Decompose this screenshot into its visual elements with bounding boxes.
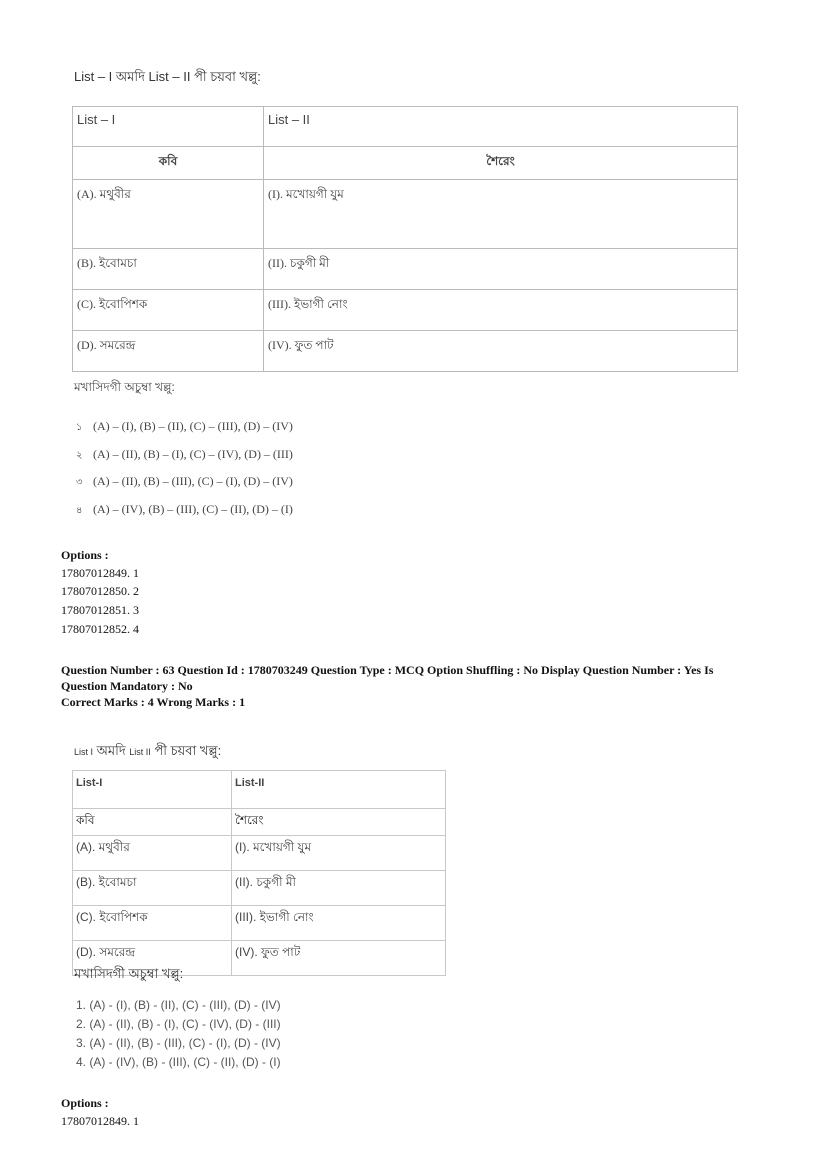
list2-header: List – II [264,107,738,147]
option-text: (A) – (IV), (B) – (III), (C) – (II), (D) – (I) [93,502,293,516]
list1-header: List-I [73,771,232,809]
question-marks: Correct Marks : 4 Wrong Marks : 1 [61,695,246,709]
table-cell: (III). ইভাগী নোং [264,290,738,331]
table-cell: (C). ইবোপিশক [73,906,232,941]
question1-option [76,447,293,465]
question1-match-table [72,106,738,372]
option-number: ২ [76,450,83,461]
option-id-line: 17807012851. 3 [61,603,139,617]
option-id-line: 17807012850. 2 [61,584,139,598]
option-number: ৪ [76,505,83,516]
list2-subheader: শৈরেং [232,809,446,836]
table-cell: (IV). ফুত পাট [232,941,446,976]
question2-option: 4. (A) - (IV), (B) - (III), (C) - (II), (D) - (I) [76,1055,281,1069]
table-cell: (B). ইবোমচা [73,871,232,906]
table-cell: (III). ইভাগী নোং [232,906,446,941]
option-text: (A) – (II), (B) – (III), (C) – (I), (D) – (IV) [93,474,293,488]
question1-option [76,474,293,492]
list2-subheader: শৈরেং [264,147,738,180]
question2-option: 1. (A) - (I), (B) - (II), (C) - (III), (D) - (IV) [76,998,281,1012]
heading-text: অমদি [96,743,126,758]
table-cell: (C). ইবোপিশক [73,290,264,331]
question2-heading [74,742,221,763]
question-meta-line1: Question Number : 63 Question Id : 1780703249 Question Type : MCQ Option Shuffling : No Display Question Number : Yes Is [61,663,714,677]
table-cell: (II). চকুগী মী [264,249,738,290]
option-text: (A) – (I), (B) – (II), (C) – (III), (D) – (IV) [93,419,293,433]
table-cell: (D). সমরেন্দ্র [73,331,264,372]
question-meta-line2: Question Mandatory : No [61,679,193,693]
question2-option: 3. (A) - (II), (B) - (III), (C) - (I), (D) - (IV) [76,1036,281,1050]
list1-subheader: কবি [73,809,232,836]
list1-header: List – I [73,107,264,147]
list1-ref: List I [74,747,94,757]
list2-ref: List II [129,747,151,757]
option-number: ১ [76,422,83,433]
option-id-line: 17807012849. 1 [61,1114,139,1128]
option-text: (A) – (II), (B) – (I), (C) – (IV), (D) – (III) [93,447,293,461]
option-number: ৩ [76,477,83,488]
question2-instruction: মখাসিদগী অচুম্বা খল্লু: [74,966,184,981]
option-id-line: 17807012852. 4 [61,622,139,636]
question1-option [76,502,293,520]
question1-instruction: মখাসিদগী অচুম্বা খল্লু: [74,380,175,394]
question2-option: 2. (A) - (II), (B) - (I), (C) - (IV), (D) - (III) [76,1017,281,1031]
options-label: Options : [61,548,109,562]
question2-match-table [72,770,446,976]
question1-heading: List – I অমদি List – II পী চয়বা খল্লু: [74,69,261,84]
table-cell: (IV). ফুত পাট [264,331,738,372]
table-cell: (II). চকুগী মী [232,871,446,906]
table-cell: (I). মখোয়গী যুম [264,180,738,249]
list1-subheader: কবি [73,147,264,180]
heading-text: পী চয়বা খল্লু: [154,743,222,758]
options-label: Options : [61,1096,109,1110]
list2-header: List-II [232,771,446,809]
table-cell: (I). মখোয়গী যুম [232,836,446,871]
table-cell: (D). সমরেন্দ্র [73,941,232,976]
table-cell: (A). মথুবীর [73,180,264,249]
table-cell: (B). ইবোমচা [73,249,264,290]
question1-option [76,419,293,437]
table-cell: (A). মথুবীর [73,836,232,871]
option-id-line: 17807012849. 1 [61,566,139,580]
